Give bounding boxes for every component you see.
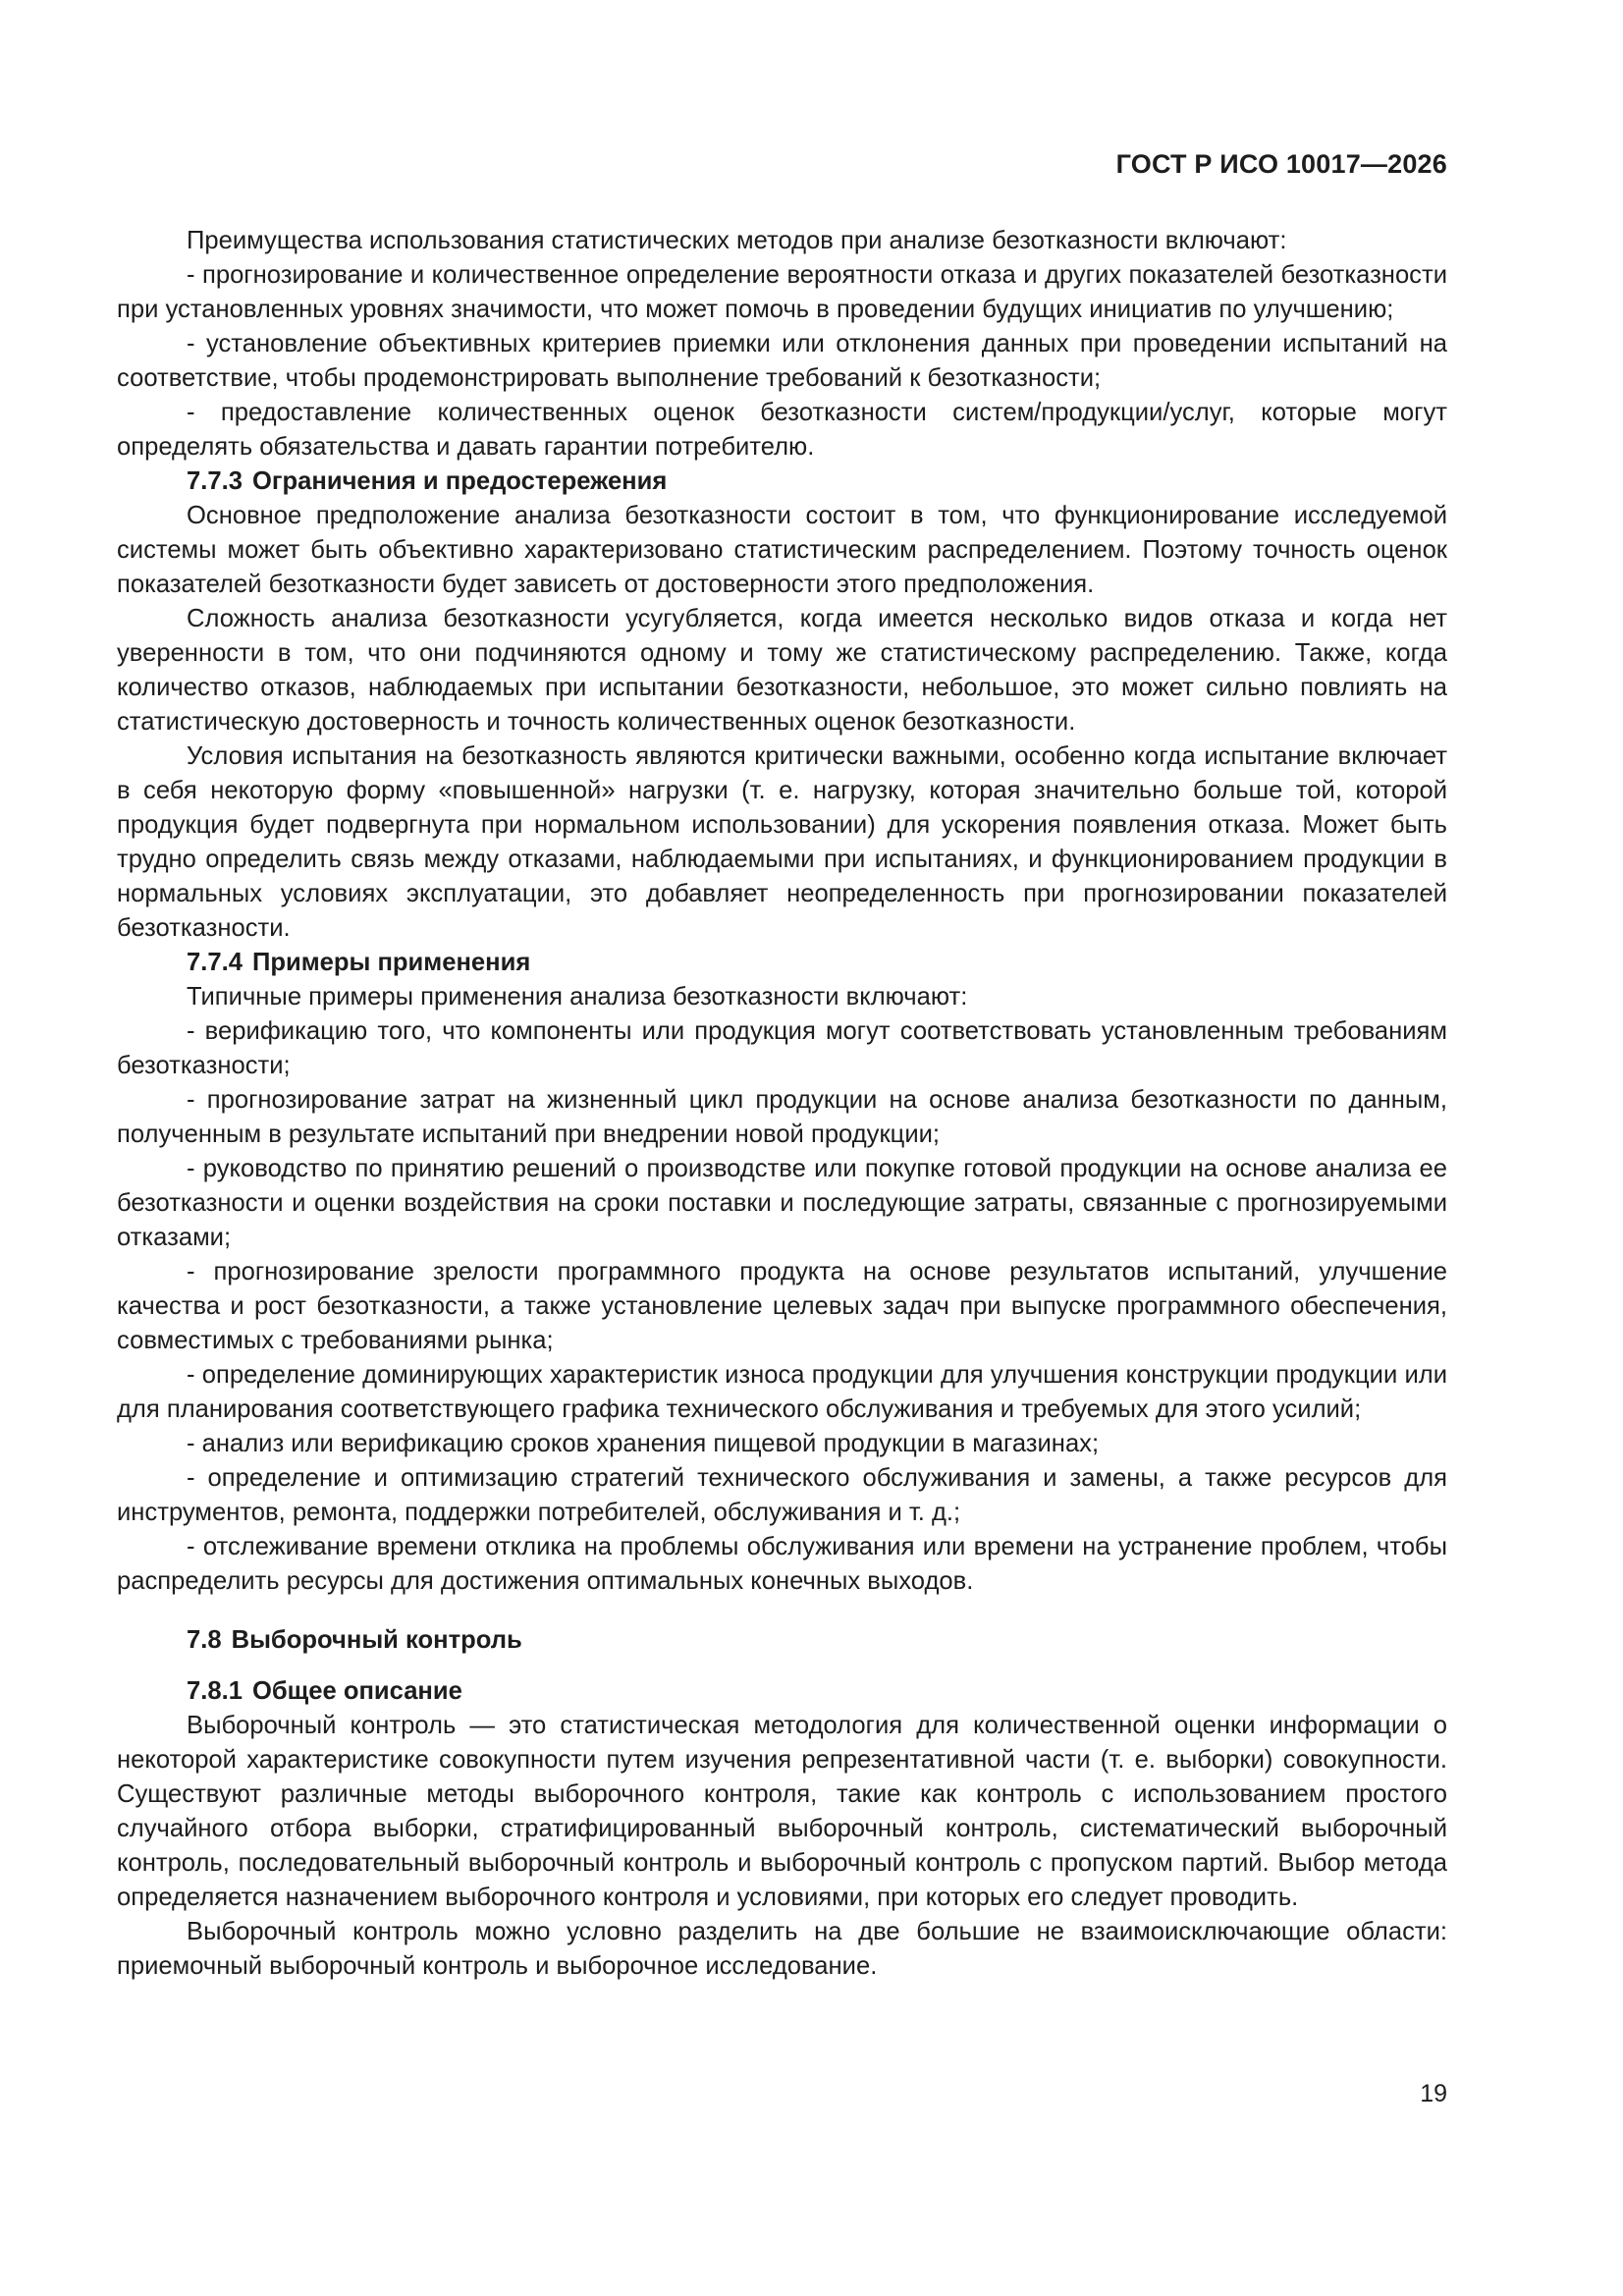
paragraph: Сложность анализа безотказности усугубляется, когда имеется несколько видов отказа и когда нет уверенности в том, что они подчиняются одному и тому же статистическому распределению. Также, когда количество отказов, наблюдаемых при испытании безотказности, небольшое, это может сильно повлиять на статистическую достоверность и точность количественных оценок безотказности. bbox=[117, 605, 1447, 736]
list-item: - определение и оптимизацию стратегий технического обслуживания и замены, а также ресурсов для инструментов, ремонта, поддержки потребителей, обслуживания и т. д.; bbox=[117, 1464, 1447, 1526]
paragraph: Выборочный контроль — это статистическая методология для количественной оценки информации о некоторой характеристике совокупности путем изучения репрезентативной части (т. е. выборки) совокупности. Существуют различные методы выборочного контроля, такие как контроль с использованием простого случайного отбора выборки, стратифицированный выборочный контроль, систематический выборочный контроль, последовательный выборочный контроль и выборочный контроль с пропуском партий. Выбор метода определяется назначением выборочного контроля и условиями, при которых его следует проводить. bbox=[117, 1712, 1447, 1911]
paragraph: Преимущества использования статистических методов при анализе безотказности включают: bbox=[187, 227, 1287, 254]
list-item: - предоставление количественных оценок безотказности систем/продукции/услуг, которые могут определять обязательства и давать гарантии потребителю. bbox=[117, 399, 1447, 461]
section-title: Примеры применения bbox=[251, 949, 531, 976]
list-item: - прогнозирование затрат на жизненный цикл продукции на основе анализа безотказности по данным, полученным в результате испытаний при внедрении новой продукции; bbox=[117, 1086, 1447, 1148]
section-number: 7.7.4 bbox=[187, 949, 243, 976]
section-title: Выборочный контроль bbox=[231, 1626, 522, 1654]
paragraph: Типичные примеры применения анализа безотказности включают: bbox=[187, 983, 968, 1011]
section-heading-7-7-3 bbox=[117, 465, 1447, 499]
paragraph: Выборочный контроль можно условно разделить на две большие не взаимоисключающие области: приемочный выборочный контроль и выборочное исследование. bbox=[117, 1918, 1447, 1980]
section-number: 7.8.1 bbox=[187, 1677, 243, 1705]
list-item: - определение доминирующих характеристик износа продукции для улучшения конструкции продукции или для планирования соответствующего графика технического обслуживания и требуемых для этого усилий; bbox=[117, 1361, 1447, 1423]
list-item: - анализ или верификацию сроков хранения пищевой продукции в магазинах; bbox=[187, 1430, 1100, 1457]
paragraph: Основное предположение анализа безотказности состоит в том, что функционирование исследуемой системы может быть объективно характеризовано статистическим распределением. Поэтому точность оценок показателей безотказности будет зависеть от достоверности этого предположения. bbox=[117, 502, 1447, 598]
section-heading-7-8 bbox=[117, 1623, 1447, 1658]
section-title: Ограничения и предостережения bbox=[251, 467, 668, 495]
page-content bbox=[117, 224, 1447, 1984]
list-item: - прогнозирование зрелости программного продукта на основе результатов испытаний, улучшение качества и рост безотказности, а также установление целевых задач при выпуске программного обеспечения, совместимых с требованиями рынка; bbox=[117, 1258, 1447, 1354]
list-item: - верификацию того, что компоненты или продукция могут соответствовать установленным требованиям безотказности; bbox=[117, 1017, 1447, 1079]
section-number: 7.7.3 bbox=[187, 467, 243, 495]
list-item: - прогнозирование и количественное определение вероятности отказа и других показателей безотказности при установленных уровнях значимости, что может помочь в проведении будущих инициатив по улучшению; bbox=[117, 261, 1447, 323]
document-id-header: ГОСТ Р ИСО 10017—2026 bbox=[1115, 149, 1447, 179]
section-title: Общее описание bbox=[251, 1677, 462, 1705]
section-heading-7-7-4 bbox=[117, 946, 1447, 980]
list-item: - отслеживание времени отклика на проблемы обслуживания или времени на устранение проблем, чтобы распределить ресурсы для достижения оптимальных конечных выходов. bbox=[117, 1533, 1447, 1595]
section-heading-7-8-1 bbox=[117, 1674, 1447, 1709]
list-item: - руководство по принятию решений о производстве или покупке готовой продукции на основе анализа ее безотказности и оценки воздействия на сроки поставки и последующие затраты, связанные с прогнозируемыми отказами; bbox=[117, 1155, 1447, 1251]
paragraph: Условия испытания на безотказность являются критически важными, особенно когда испытание включает в себя некоторую форму «повышенной» нагрузки (т. е. нагрузку, которая значительно больше той, которой продукция будет подвергнута при нормальном использовании) для ускорения появления отказа. Может быть трудно определить связь между отказами, наблюдаемыми при испытаниях, и функционированием продукции в нормальных условиях эксплуатации, это добавляет неопределенность при прогнозировании показателей безотказности. bbox=[117, 742, 1447, 942]
list-item: - установление объективных критериев приемки или отклонения данных при проведении испытаний на соответствие, чтобы продемонстрировать выполнение требований к безотказности; bbox=[117, 330, 1447, 392]
page-number: 19 bbox=[1420, 2080, 1447, 2107]
section-number: 7.8 bbox=[187, 1626, 222, 1654]
